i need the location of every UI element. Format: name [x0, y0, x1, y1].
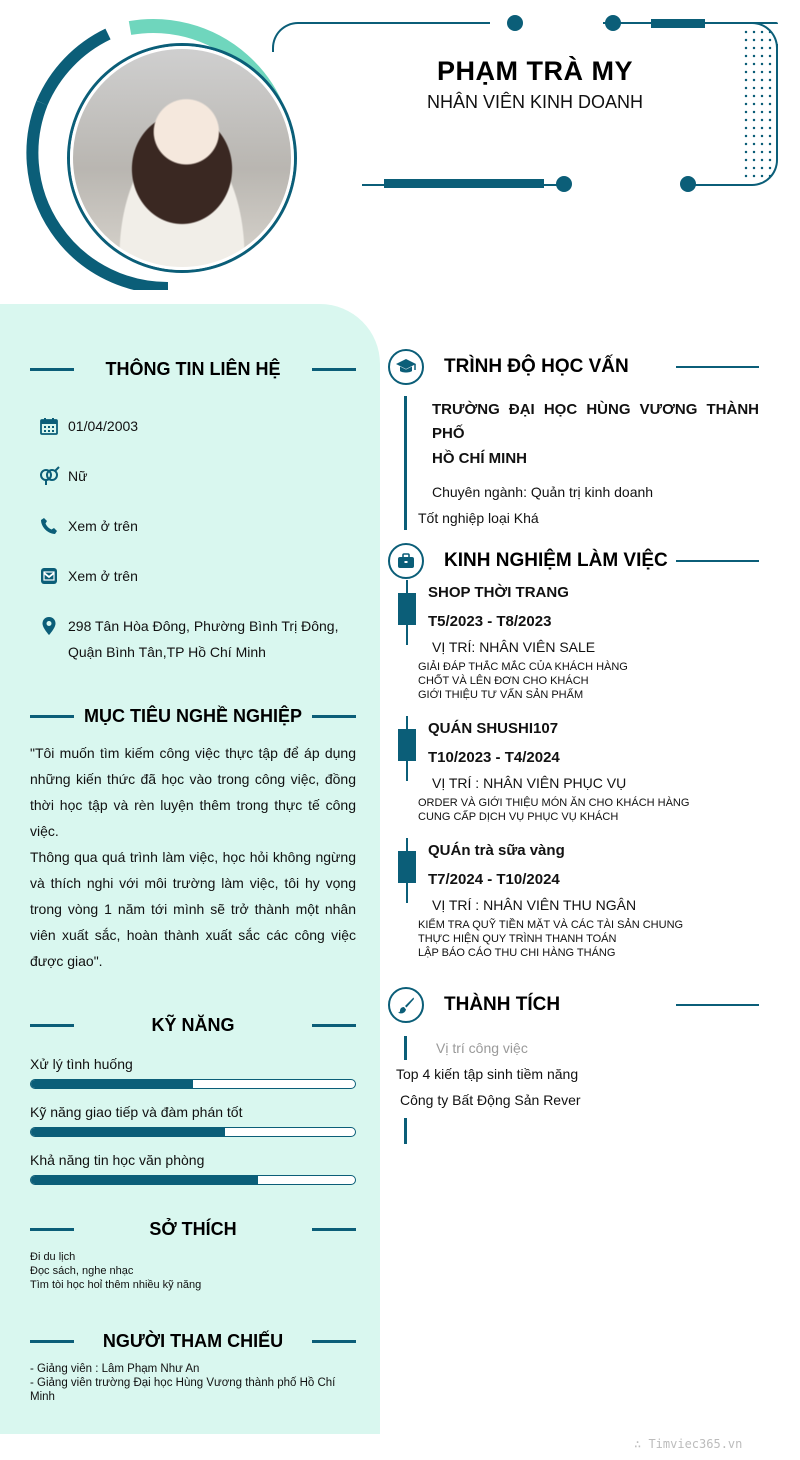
candidate-name: PHẠM TRÀ MY — [437, 56, 633, 86]
list-item: THỰC HIỆN QUY TRÌNH THANH TOÁN — [418, 933, 617, 945]
job-tasks — [418, 918, 683, 960]
brush-icon — [388, 987, 424, 1023]
achievement-item: Công ty Bất Động Sản Rever — [400, 1092, 581, 1108]
objective-section-header — [30, 703, 356, 729]
list-item: GIỚI THIỆU TƯ VẤN SẢN PHẨM — [418, 689, 584, 701]
education-major: Chuyên ngành: Quản trị kinh doanh — [432, 484, 654, 500]
avatar — [18, 18, 294, 290]
skills-title: KỸ NĂNG — [151, 1014, 235, 1035]
hobbies-section-header — [30, 1216, 356, 1242]
graduation-cap-icon — [388, 349, 424, 385]
job-period: T5/2023 - T8/2023 — [428, 613, 552, 630]
dot-pattern — [742, 28, 774, 180]
skill-bar — [30, 1079, 356, 1089]
references-section-header — [30, 1328, 356, 1354]
timeline-line — [404, 396, 407, 530]
divider — [676, 1004, 759, 1006]
candidate-job-title: NHÂN VIÊN KINH DOANH — [426, 92, 644, 112]
watermark: ∴ Timviec365.vn — [634, 1437, 743, 1451]
references-title: NGƯỜI THAM CHIẾU — [102, 1330, 284, 1351]
list-item: Đi du lịch — [30, 1251, 76, 1263]
timeline-marker — [398, 729, 416, 761]
list-item: LẬP BÁO CÁO THU CHI HÀNG THÁNG — [418, 947, 616, 959]
skill-name: Kỹ năng giao tiếp và đàm phán tốt — [30, 1104, 243, 1120]
education-school-line2: HỒ CHÍ MINH — [432, 450, 527, 467]
job-company: QUÁn trà sữa vàng — [428, 842, 565, 859]
skill-bar — [30, 1175, 356, 1185]
deco-dot — [556, 176, 572, 192]
objective-text: "Tôi muốn tìm kiếm công việc thực tập để áp dụng những kiến thức đã học vào trong công việc, đồng thời học tập và rèn luyện thêm trong thực tế công việc. Thông qua quá trình làm việc, học hỏi không ngừng và thích nghi với môi trường làm việc, tôi hy vọng trong vòng 1 năm tới mình sẽ trở thành một nhân viên xuất sắc, hoàn thành xuất sắc các công việc được giao". — [30, 745, 356, 969]
list-item: - Giảng viên : Lâm Phạm Như An — [30, 1363, 200, 1375]
deco-dot — [605, 15, 621, 31]
skill-name: Xử lý tình huống — [30, 1056, 133, 1072]
timeline-marker — [398, 593, 416, 625]
contact-section-header — [30, 356, 356, 382]
calendar-icon — [38, 416, 60, 436]
contact-email: Xem ở trên — [38, 566, 138, 589]
timeline-marker — [398, 851, 416, 883]
job-position: VỊ TRÍ: NHÂN VIÊN SALE — [432, 639, 596, 655]
skills-section-header — [30, 1012, 356, 1038]
job-period: T7/2024 - T10/2024 — [428, 871, 560, 888]
job-period: T10/2023 - T4/2024 — [428, 749, 560, 766]
experience-title: KINH NGHIỆM LÀM VIỆC — [444, 550, 668, 571]
gender-icon — [38, 466, 60, 486]
education-title: TRÌNH ĐỘ HỌC VẤN — [444, 356, 629, 377]
references-list — [30, 1362, 360, 1404]
education-grade: Tốt nghiệp loại Khá — [418, 510, 539, 526]
job-tasks — [418, 660, 628, 702]
contact-gender: Nữ — [38, 466, 87, 489]
achievements-title: THÀNH TÍCH — [444, 994, 561, 1015]
skill-name: Khả năng tin học văn phòng — [30, 1152, 205, 1168]
contact-address: 298 Tân Hòa Đông, Phường Bình Trị Đông, Quận Bình Tân,TP Hồ Chí Minh — [38, 616, 338, 665]
list-item: - Giảng viên trường Đại học Hùng Vương thành phố Hồ Chí Minh — [30, 1377, 336, 1403]
hobbies-list — [30, 1250, 360, 1292]
list-item: ORDER VÀ GIỚI THIỆU MÓN ĂN CHO KHÁCH HÀNG — [418, 797, 690, 809]
deco-dot — [507, 15, 523, 31]
phone-icon — [38, 516, 60, 536]
deco-bar — [384, 179, 544, 188]
briefcase-icon — [388, 543, 424, 579]
list-item: KIỂM TRA QUỸ TIỀN MẶT VÀ CÁC TÀI SẢN CHUNG — [418, 919, 684, 931]
list-item: Đọc sách, nghe nhạc — [30, 1265, 134, 1277]
job-position: VỊ TRÍ : NHÂN VIÊN THU NGÂN — [432, 897, 637, 913]
deco-dot — [680, 176, 696, 192]
achievement-item: Top 4 kiến tập sinh tiềm năng — [396, 1066, 579, 1082]
email-icon — [38, 566, 60, 586]
list-item: CUNG CẤP DỊCH VỤ PHỤC VỤ KHÁCH — [418, 811, 619, 823]
list-item: GIẢI ĐÁP THẮC MẮC CỦA KHÁCH HÀNG — [418, 661, 628, 673]
timeline-line — [404, 1036, 407, 1060]
deco-bar — [651, 19, 705, 28]
achievement-label: Vị trí công việc — [436, 1040, 528, 1056]
objective-title: MỤC TIÊU NGHỀ NGHIỆP — [83, 705, 302, 726]
location-pin-icon — [38, 616, 60, 636]
hobbies-title: SỞ THÍCH — [149, 1218, 237, 1239]
job-company: QUÁN SHUSHI107 — [428, 720, 559, 737]
job-company: SHOP THỜI TRANG — [428, 584, 569, 601]
timeline-line — [404, 1118, 407, 1144]
list-item: CHỐT VÀ LÊN ĐƠN CHO KHÁCH — [418, 675, 589, 687]
list-item: Tìm tòi học hoỉ thêm nhiều kỹ năng — [30, 1279, 202, 1291]
job-position: VỊ TRÍ : NHÂN VIÊN PHỤC VỤ — [432, 775, 627, 791]
profile-photo — [70, 46, 294, 270]
contact-phone: Xem ở trên — [38, 516, 138, 539]
contact-title: THÔNG TIN LIÊN HỆ — [105, 358, 281, 379]
education-school: TRƯỜNG ĐẠI HỌC HÙNG VƯƠNG THÀNH PHỐ — [432, 401, 759, 442]
divider — [676, 560, 759, 562]
skill-bar — [30, 1127, 356, 1137]
divider — [676, 366, 759, 368]
job-tasks — [418, 796, 689, 824]
contact-birthdate: 01/04/2003 — [38, 416, 138, 439]
